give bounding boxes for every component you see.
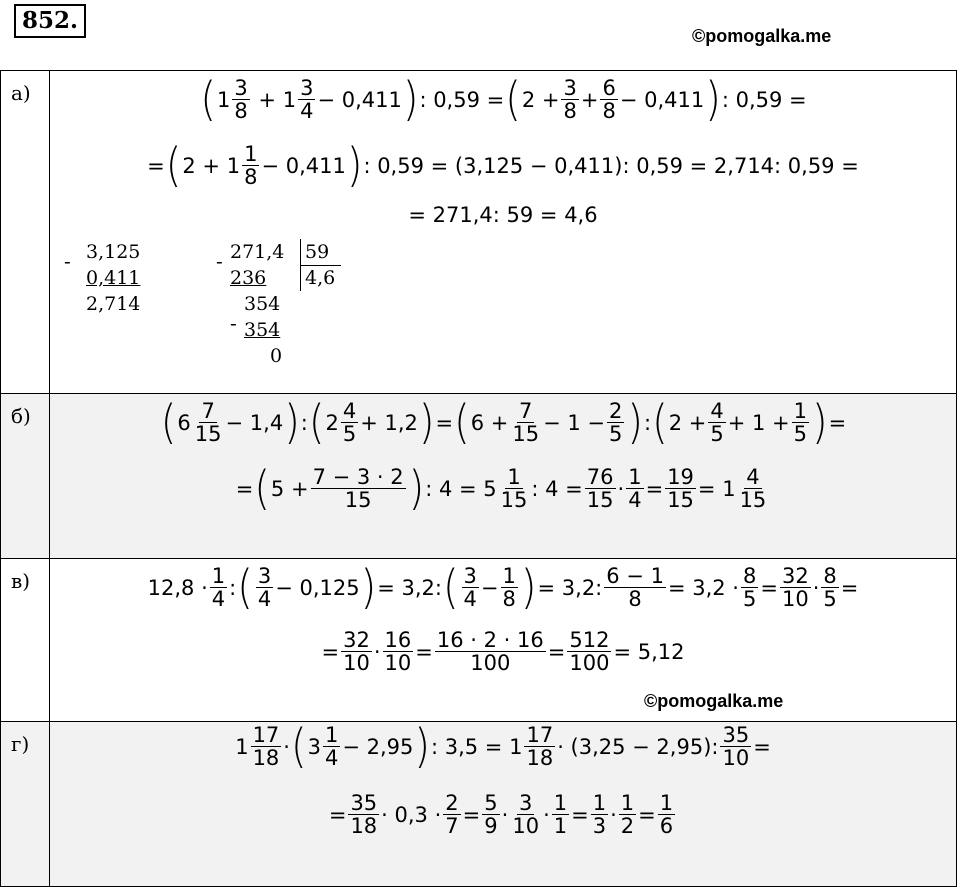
content-v — [50, 559, 957, 722]
row-g — [1, 722, 957, 887]
minus-sign: - — [64, 249, 71, 273]
column-subtraction: 3,125 0,411 2,714 — [86, 241, 141, 315]
row-b — [1, 394, 957, 559]
eq-a-line1: ( 1 $\frac{3}{8}$ + 1 $\frac{3}{4}$ − 0,411 ) : 0,59 = ( 2 + $\frac{3}{8}$ + $\frac{6}{8}$ − 0,411 ) : 0,59 = — [200, 73, 807, 126]
watermark-middle: ©pomogalka.me — [644, 691, 784, 711]
minus-sign: - — [216, 249, 223, 273]
label-a: а) — [1, 71, 50, 394]
label-v: в) — [1, 559, 50, 722]
row-a — [1, 71, 957, 394]
content-a — [50, 71, 957, 394]
long-division: 271,4 59 236 4,6 354 354 0 — [230, 239, 284, 369]
problem-number: 852. — [14, 4, 86, 38]
watermark-top: ©pomogalka.me — [692, 26, 832, 46]
eq-v-line1: 12,8 · $\frac{1}{4}$ : ( $\frac{3}{4}$ − 0,125 ) = 3,2: ( $\frac{3}{4}$ − $\frac{1}{8}$ ) = 3,2: $\frac{6 - 1}{8}$ = 3,2 · $\frac{8}{5}$ = $\frac{32}{10}$ · $\frac{8}{5}$ = — [147, 561, 859, 614]
eq-g-line1: 1 $\frac{17}{18}$ · ( 3 $\frac{1}{4}$ − 2,95 ) : 3,5 = 1 $\frac{17}{18}$ · (3,25 − 2,95): $\frac{35}{10}$ = — [235, 720, 771, 773]
content-g — [50, 722, 957, 887]
label-g: г) — [1, 722, 50, 887]
label-b: б) — [1, 394, 50, 559]
eq-a-line2: = ( 2 + 1 $\frac{1}{8}$ − 0,411 ) : 0,59 = (3,125 − 0,411): 0,59 = 2,714: 0,59 = — [147, 139, 859, 192]
eq-b-line2: = ( 5 + $\frac{7 - 3 \cdot 2}{15}$ ) : 4 = 5 $\frac{1}{15}$ : 4 = $\frac{76}{15}$ · $\frac{1}{4}$ = $\frac{19}{15}$ = 1 $\frac{4}{15}$ — [235, 462, 767, 515]
eq-v-line2: = $\frac{32}{10}$ · $\frac{16}{10}$ = $\frac{16 \cdot 2 \cdot 16}{100}$ = $\frac{512}{100}$ = 5,12 — [321, 628, 685, 676]
row-v — [1, 559, 957, 722]
minus-sign: - — [230, 311, 237, 335]
eq-a-line3: = 271,4: 59 = 4,6 — [408, 203, 598, 227]
eq-b-line1: ( 6 $\frac{7}{15}$ − 1,4 ) : ( 2 $\frac{4}{5}$ + 1,2 ) = ( 6 + $\frac{7}{15}$ − 1 − $\frac{2}{5}$ ) : ( 2 + $\frac{4}{5}$ + 1 + $\frac{1}{5}$ ) = — [160, 396, 847, 449]
solution-table — [0, 70, 957, 887]
eq-g-line2: = $\frac{35}{18}$ · 0,3 · $\frac{2}{7}$ = $\frac{5}{9}$ · $\frac{3}{10}$ · $\frac{1}{1}$ = $\frac{1}{3}$ · $\frac{1}{2}$ = $\frac{1}{6}$ — [328, 791, 674, 839]
content-b — [50, 394, 957, 559]
